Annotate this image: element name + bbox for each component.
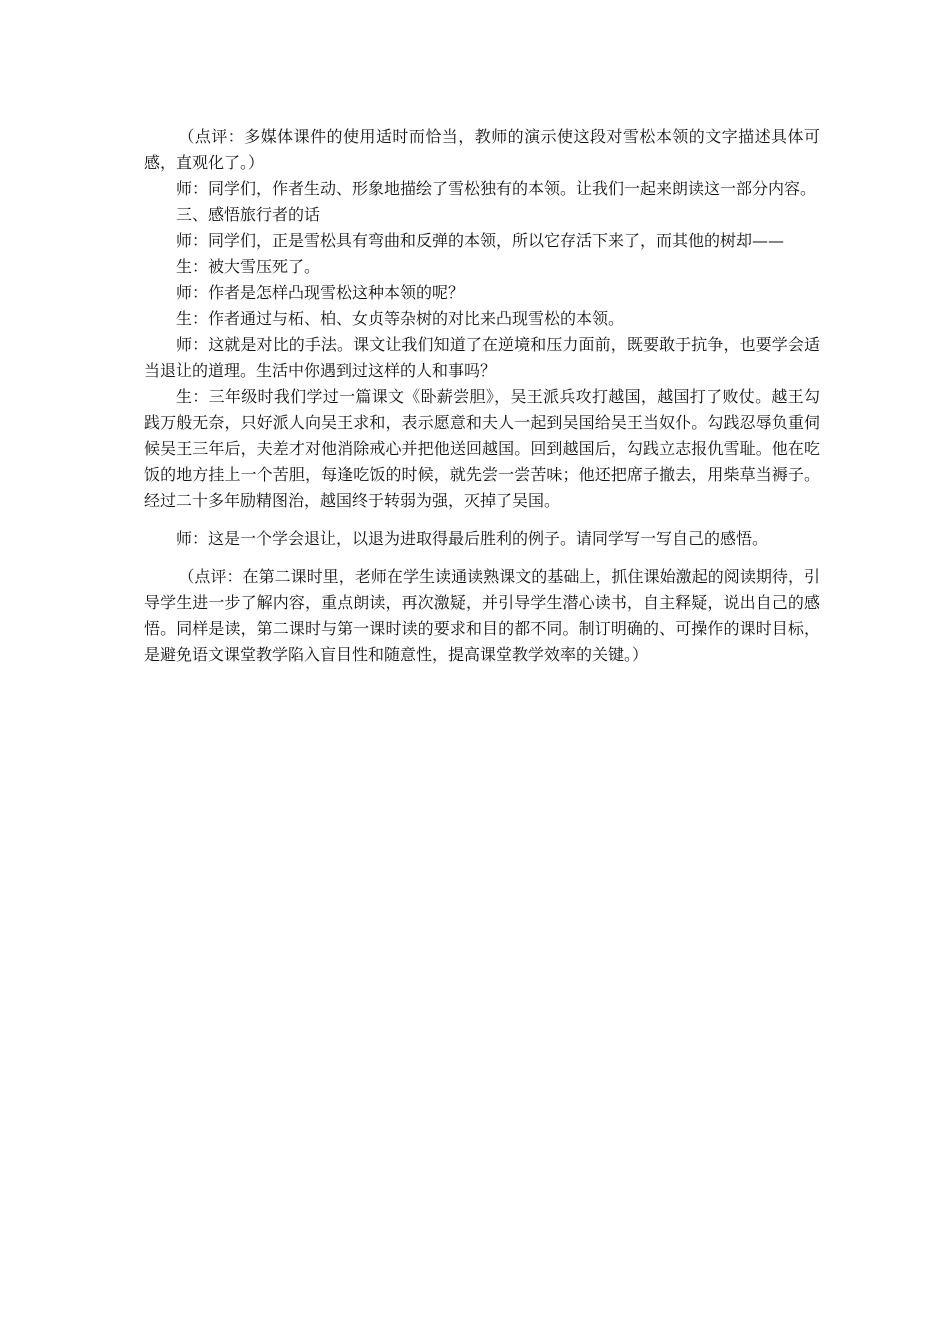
teacher-paragraph-1: 师：同学们，作者生动、形象地描绘了雪松独有的本领。让我们一起来朗读这一部分内容。 — [176, 179, 817, 198]
document-page — [144, 124, 820, 668]
teacher-paragraph-4: 师：这就是对比的手法。课文让我们知道了在逆境和压力面前，既要敢于抗争，也要学会适当退让的道理。生活中你遇到过这样的人和事吗？ — [144, 335, 820, 380]
student-paragraph-2: 生：作者通过与柘、柏、女贞等杂树的对比来凸现雪松的本领。 — [176, 309, 625, 328]
teacher-paragraph-5: 师：这是一个学会退让，以退为进取得最后胜利的例子。请同学写一写自己的感悟。 — [176, 529, 769, 548]
section-heading: 三、感悟旅行者的话 — [176, 205, 321, 224]
comment-paragraph-1: （点评：多媒体课件的使用适时而恰当，教师的演示使这段对雪松本领的文字描述具体可感，直观化了。） — [144, 127, 820, 172]
teacher-paragraph-2: 师：同学们，正是雪松具有弯曲和反弹的本领，所以它存活下来了，而其他的树却—— — [176, 231, 785, 250]
comment-paragraph-2: （点评：在第二课时里，老师在学生读通读熟课文的基础上，抓住课始激起的阅读期待，引导学生进一步了解内容，重点朗读，再次激疑，并引导学生潜心读书，自主释疑，说出自己的感悟。同样是读，第二课时与第一课时读的要求和目的都不同。制订明确的、可操作的课时目标，是避免语文课堂教学陷入盲目性和随意性，提高课堂教学效率的关键。） — [144, 567, 820, 664]
student-paragraph-1: 生：被大雪压死了。 — [176, 257, 321, 276]
student-paragraph-3: 生：三年级时我们学过一篇课文《卧薪尝胆》，吴王派兵攻打越国，越国打了败仗。越王勾践万般无奈，只好派人向吴王求和，表示愿意和夫人一起到吴国给吴王当奴仆。勾践忍辱负重伺候吴王三年后，夫差才对他消除戒心并把他送回越国。回到越国后，勾践立志报仇雪耻。他在吃饭的地方挂上一个苦胆，每逢吃饭的时候，就先尝一尝苦味；他还把席子撤去，用柴草当褥子。经过二十多年励精图治，越国终于转弱为强，灭掉了吴国。 — [144, 387, 820, 510]
teacher-paragraph-3: 师：作者是怎样凸现雪松这种本领的呢？ — [176, 283, 465, 302]
